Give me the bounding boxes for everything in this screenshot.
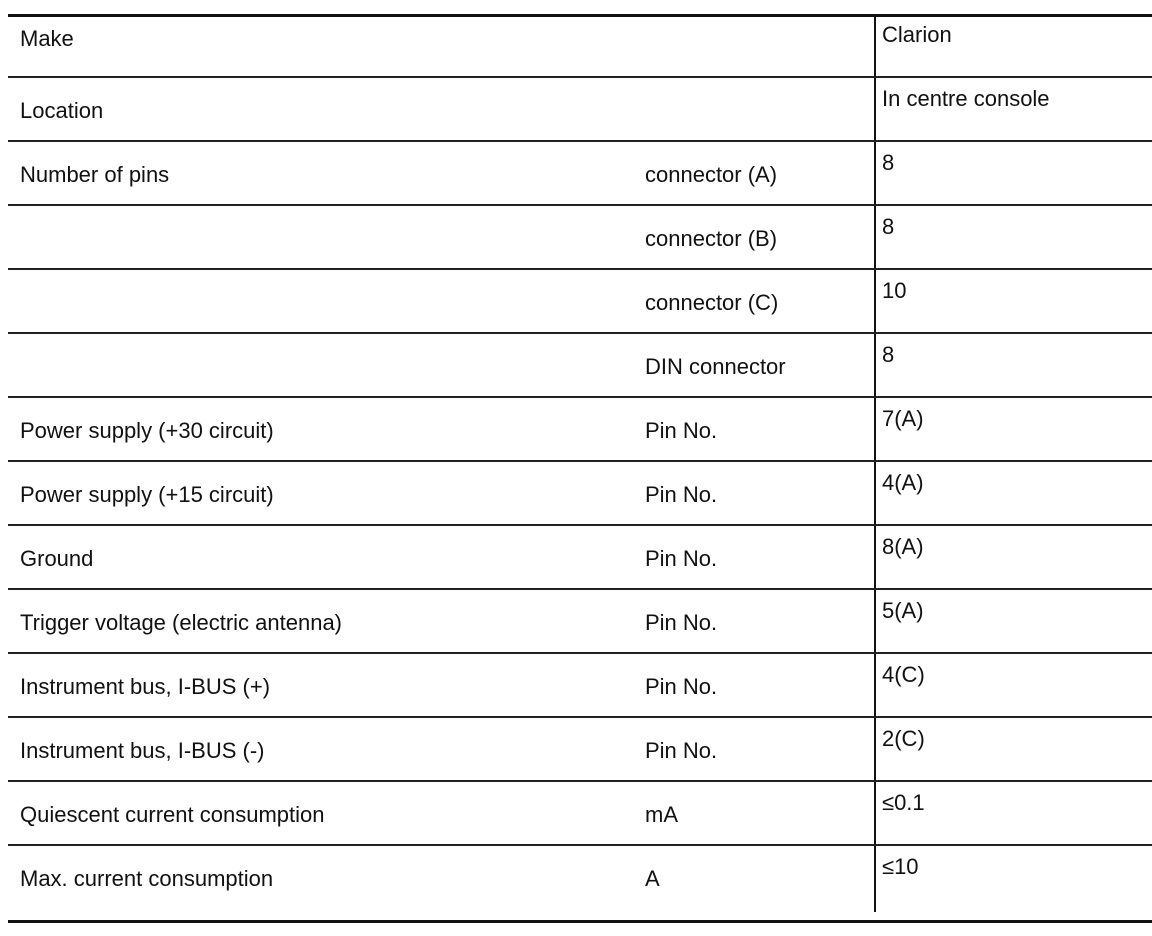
value-cell: 7(A): [882, 406, 924, 431]
parameter-label: Make: [20, 26, 74, 51]
table-row-power-30: [8, 398, 1152, 462]
table-row-pins-din: [8, 334, 1152, 398]
parameter-label: Quiescent current consumption: [20, 802, 325, 827]
table-row-make: [8, 14, 1152, 78]
unit-label: mA: [645, 802, 678, 827]
value-cell: 8: [882, 150, 895, 175]
unit-label: Pin No.: [645, 482, 718, 507]
parameter-label: Ground: [20, 546, 94, 571]
unit-label: Pin No.: [645, 418, 718, 443]
table-row-max-current: [8, 846, 1152, 910]
value-cell: In centre console: [882, 86, 1050, 111]
unit-label: Pin No.: [645, 546, 718, 571]
unit-label: Pin No.: [645, 610, 718, 635]
unit-label: Pin No.: [645, 738, 718, 763]
value-cell: 8(A): [882, 534, 924, 559]
table-bottom-rule: [8, 920, 1152, 923]
value-cell: 4(A): [882, 470, 924, 495]
value-cell: ≤10: [882, 854, 919, 879]
value-cell: 8: [882, 342, 895, 367]
table-row-ground: [8, 526, 1152, 590]
parameter-label: Power supply (+15 circuit): [20, 482, 274, 507]
table-row-ibus-minus: [8, 718, 1152, 782]
table-row-location: [8, 78, 1152, 142]
parameter-label: Location: [20, 98, 104, 123]
value-cell: 5(A): [882, 598, 924, 623]
table-row-trigger-voltage: [8, 590, 1152, 654]
table-row-pins-c: [8, 270, 1152, 334]
parameter-label: Trigger voltage (electric antenna): [20, 610, 343, 635]
unit-label: connector (B): [645, 226, 778, 251]
table-row-pins-b: [8, 206, 1152, 270]
parameter-label: Instrument bus, I-BUS (+): [20, 674, 271, 699]
value-cell: 4(C): [882, 662, 925, 687]
value-cell: 10: [882, 278, 907, 303]
table-row-quiescent-current: [8, 782, 1152, 846]
table-row-power-15: [8, 462, 1152, 526]
parameter-label: Number of pins: [20, 162, 170, 187]
value-cell: 2(C): [882, 726, 925, 751]
value-cell: ≤0.1: [882, 790, 925, 815]
unit-label: connector (C): [645, 290, 779, 315]
parameter-label: Power supply (+30 circuit): [20, 418, 274, 443]
unit-label: A: [645, 866, 660, 891]
value-cell: Clarion: [882, 22, 952, 47]
value-cell: 8: [882, 214, 895, 239]
unit-label: Pin No.: [645, 674, 718, 699]
table-row-ibus-plus: [8, 654, 1152, 718]
unit-label: connector (A): [645, 162, 778, 187]
unit-label: DIN connector: [645, 354, 786, 379]
parameter-label: Max. current consumption: [20, 866, 274, 891]
parameter-label: Instrument bus, I-BUS (-): [20, 738, 265, 763]
table-row-pins-a: [8, 142, 1152, 206]
